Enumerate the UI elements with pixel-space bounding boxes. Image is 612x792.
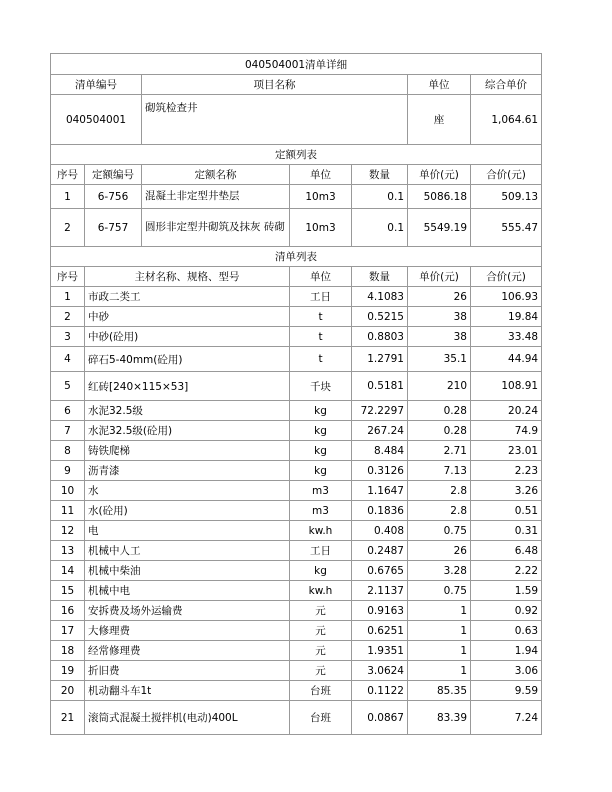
material-cell-price: 7.13 [408, 461, 471, 481]
material-cell-name: 电 [85, 521, 290, 541]
material-cell-name: 机械中人工 [85, 541, 290, 561]
materials-row [51, 501, 542, 521]
material-cell-no: 3 [51, 327, 85, 347]
material-cell-qty: 0.9163 [352, 601, 408, 621]
materials-row [51, 621, 542, 641]
material-cell-no: 21 [51, 701, 85, 735]
material-cell-price: 35.1 [408, 347, 471, 372]
material-cell-total: 33.48 [471, 327, 542, 347]
material-cell-name: 铸铁爬梯 [85, 441, 290, 461]
material-cell-no: 10 [51, 481, 85, 501]
material-cell-total: 6.48 [471, 541, 542, 561]
material-cell-total: 74.9 [471, 421, 542, 441]
material-cell-name: 折旧费 [85, 661, 290, 681]
quota-cell-name: 混凝土非定型井垫层 [142, 185, 290, 209]
material-cell-no: 19 [51, 661, 85, 681]
material-cell-unit: t [290, 347, 352, 372]
material-cell-unit: 台班 [290, 681, 352, 701]
quota-header-unit: 单位 [290, 165, 352, 185]
quota-header-price: 单价(元) [408, 165, 471, 185]
material-cell-no: 15 [51, 581, 85, 601]
bill-name: 砌筑检查井 [142, 95, 408, 145]
material-cell-total: 1.59 [471, 581, 542, 601]
material-cell-qty: 0.8803 [352, 327, 408, 347]
material-cell-price: 1 [408, 621, 471, 641]
quota-header-total: 合价(元) [471, 165, 542, 185]
material-cell-unit: 台班 [290, 701, 352, 735]
materials-row [51, 681, 542, 701]
material-cell-unit: 元 [290, 661, 352, 681]
materials-row [51, 287, 542, 307]
material-cell-unit: m3 [290, 481, 352, 501]
material-cell-name: 机动翻斗车1t [85, 681, 290, 701]
header-unit: 单位 [408, 75, 471, 95]
material-cell-name: 中砂(砼用) [85, 327, 290, 347]
materials-row [51, 461, 542, 481]
material-cell-no: 14 [51, 561, 85, 581]
materials-row [51, 601, 542, 621]
material-cell-unit: kg [290, 421, 352, 441]
material-cell-qty: 8.484 [352, 441, 408, 461]
bill-unit: 座 [408, 95, 471, 145]
material-cell-unit: kg [290, 561, 352, 581]
material-cell-price: 2.71 [408, 441, 471, 461]
material-cell-unit: t [290, 327, 352, 347]
materials-header-name: 主材名称、规格、型号 [85, 267, 290, 287]
materials-row [51, 441, 542, 461]
material-cell-qty: 2.1137 [352, 581, 408, 601]
material-cell-qty: 1.9351 [352, 641, 408, 661]
material-cell-price: 1 [408, 601, 471, 621]
material-cell-unit: 元 [290, 601, 352, 621]
material-cell-price: 26 [408, 287, 471, 307]
material-cell-name: 水(砼用) [85, 501, 290, 521]
material-cell-total: 1.94 [471, 641, 542, 661]
quota-cell-qty: 0.1 [352, 209, 408, 247]
header-code: 清单编号 [51, 75, 142, 95]
quota-section-title: 定额列表 [51, 145, 542, 165]
material-cell-total: 0.51 [471, 501, 542, 521]
material-cell-qty: 0.1836 [352, 501, 408, 521]
materials-header-no: 序号 [51, 267, 85, 287]
material-cell-price: 2.8 [408, 481, 471, 501]
material-cell-unit: 元 [290, 641, 352, 661]
material-cell-no: 8 [51, 441, 85, 461]
material-cell-price: 1 [408, 661, 471, 681]
quota-cell-price: 5549.19 [408, 209, 471, 247]
material-cell-name: 水泥32.5级 [85, 401, 290, 421]
material-cell-unit: t [290, 307, 352, 327]
material-cell-qty: 0.1122 [352, 681, 408, 701]
materials-row [51, 347, 542, 372]
material-cell-name: 水 [85, 481, 290, 501]
materials-row [51, 401, 542, 421]
materials-header-qty: 数量 [352, 267, 408, 287]
material-cell-unit: 工日 [290, 287, 352, 307]
material-cell-price: 83.39 [408, 701, 471, 735]
material-cell-no: 18 [51, 641, 85, 661]
bill-price: 1,064.61 [471, 95, 542, 145]
quota-cell-qty: 0.1 [352, 185, 408, 209]
materials-row [51, 581, 542, 601]
material-cell-name: 水泥32.5级(砼用) [85, 421, 290, 441]
material-cell-no: 1 [51, 287, 85, 307]
material-cell-qty: 0.0867 [352, 701, 408, 735]
material-cell-price: 0.75 [408, 521, 471, 541]
materials-row [51, 307, 542, 327]
material-cell-total: 2.22 [471, 561, 542, 581]
material-cell-total: 108.91 [471, 372, 542, 401]
quota-cell-name: 圆形非定型井砌筑及抹灰 砖砌 [142, 209, 290, 247]
materials-row [51, 661, 542, 681]
material-cell-name: 大修理费 [85, 621, 290, 641]
material-cell-unit: kw.h [290, 581, 352, 601]
material-cell-no: 6 [51, 401, 85, 421]
material-cell-total: 20.24 [471, 401, 542, 421]
material-cell-price: 0.75 [408, 581, 471, 601]
materials-header-total: 合价(元) [471, 267, 542, 287]
material-cell-name: 沥青漆 [85, 461, 290, 481]
materials-header-price: 单价(元) [408, 267, 471, 287]
materials-row [51, 327, 542, 347]
material-cell-no: 13 [51, 541, 85, 561]
material-cell-name: 中砂 [85, 307, 290, 327]
material-cell-name: 机械中柴油 [85, 561, 290, 581]
quota-cell-total: 509.13 [471, 185, 542, 209]
quota-header-no: 序号 [51, 165, 85, 185]
materials-row [51, 641, 542, 661]
quota-header-qty: 数量 [352, 165, 408, 185]
quota-header-row [51, 165, 542, 185]
material-cell-qty: 0.6765 [352, 561, 408, 581]
quota-cell-unit: 10m3 [290, 209, 352, 247]
material-cell-unit: kg [290, 401, 352, 421]
materials-row [51, 541, 542, 561]
bill-detail-table [50, 53, 542, 735]
material-cell-total: 7.24 [471, 701, 542, 735]
material-cell-name: 市政二类工 [85, 287, 290, 307]
material-cell-unit: kg [290, 441, 352, 461]
materials-row [51, 372, 542, 401]
material-cell-qty: 267.24 [352, 421, 408, 441]
materials-header-unit: 单位 [290, 267, 352, 287]
material-cell-qty: 1.1647 [352, 481, 408, 501]
material-cell-price: 3.28 [408, 561, 471, 581]
material-cell-price: 1 [408, 641, 471, 661]
material-cell-name: 红砖[240×115×53] [85, 372, 290, 401]
material-cell-price: 210 [408, 372, 471, 401]
materials-row [51, 561, 542, 581]
material-cell-name: 经常修理费 [85, 641, 290, 661]
materials-section-title: 清单列表 [51, 247, 542, 267]
material-cell-total: 9.59 [471, 681, 542, 701]
quota-cell-price: 5086.18 [408, 185, 471, 209]
quota-row [51, 209, 542, 247]
material-cell-no: 17 [51, 621, 85, 641]
material-cell-total: 23.01 [471, 441, 542, 461]
material-cell-unit: 工日 [290, 541, 352, 561]
quota-cell-total: 555.47 [471, 209, 542, 247]
quota-cell-no: 2 [51, 209, 85, 247]
material-cell-name: 机械中电 [85, 581, 290, 601]
material-cell-no: 2 [51, 307, 85, 327]
materials-row [51, 521, 542, 541]
quota-cell-no: 1 [51, 185, 85, 209]
quota-cell-code: 6-757 [85, 209, 142, 247]
material-cell-unit: m3 [290, 501, 352, 521]
materials-row [51, 701, 542, 735]
material-cell-total: 3.26 [471, 481, 542, 501]
material-cell-total: 0.31 [471, 521, 542, 541]
quota-header-name: 定额名称 [142, 165, 290, 185]
material-cell-qty: 72.2297 [352, 401, 408, 421]
material-cell-qty: 0.6251 [352, 621, 408, 641]
material-cell-price: 26 [408, 541, 471, 561]
material-cell-no: 4 [51, 347, 85, 372]
bill-code: 040504001 [51, 95, 142, 145]
material-cell-total: 0.63 [471, 621, 542, 641]
quota-cell-unit: 10m3 [290, 185, 352, 209]
material-cell-no: 5 [51, 372, 85, 401]
material-cell-name: 碎石5-40mm(砼用) [85, 347, 290, 372]
material-cell-price: 0.28 [408, 401, 471, 421]
material-cell-price: 85.35 [408, 681, 471, 701]
material-cell-price: 38 [408, 307, 471, 327]
material-cell-qty: 0.2487 [352, 541, 408, 561]
material-cell-no: 20 [51, 681, 85, 701]
material-cell-total: 44.94 [471, 347, 542, 372]
materials-row [51, 421, 542, 441]
material-cell-price: 38 [408, 327, 471, 347]
material-cell-total: 19.84 [471, 307, 542, 327]
material-cell-qty: 1.2791 [352, 347, 408, 372]
material-cell-unit: kw.h [290, 521, 352, 541]
material-cell-unit: 千块 [290, 372, 352, 401]
material-cell-name: 安拆费及场外运输费 [85, 601, 290, 621]
material-cell-price: 0.28 [408, 421, 471, 441]
material-cell-unit: 元 [290, 621, 352, 641]
material-cell-total: 0.92 [471, 601, 542, 621]
material-cell-total: 106.93 [471, 287, 542, 307]
material-cell-qty: 3.0624 [352, 661, 408, 681]
material-cell-no: 16 [51, 601, 85, 621]
materials-header-row [51, 267, 542, 287]
quota-header-code: 定额编号 [85, 165, 142, 185]
material-cell-total: 2.23 [471, 461, 542, 481]
material-cell-no: 12 [51, 521, 85, 541]
material-cell-qty: 0.3126 [352, 461, 408, 481]
material-cell-total: 3.06 [471, 661, 542, 681]
table-title: 040504001清单详细 [51, 54, 542, 75]
material-cell-unit: kg [290, 461, 352, 481]
material-cell-qty: 0.5181 [352, 372, 408, 401]
material-cell-qty: 0.408 [352, 521, 408, 541]
material-cell-qty: 4.1083 [352, 287, 408, 307]
quota-row [51, 185, 542, 209]
header-name: 项目名称 [142, 75, 408, 95]
material-cell-name: 滚筒式混凝土搅拌机(电动)400L [85, 701, 290, 735]
material-cell-no: 9 [51, 461, 85, 481]
material-cell-no: 7 [51, 421, 85, 441]
material-cell-qty: 0.5215 [352, 307, 408, 327]
materials-row [51, 481, 542, 501]
header-price: 综合单价 [471, 75, 542, 95]
material-cell-price: 2.8 [408, 501, 471, 521]
material-cell-no: 11 [51, 501, 85, 521]
quota-cell-code: 6-756 [85, 185, 142, 209]
